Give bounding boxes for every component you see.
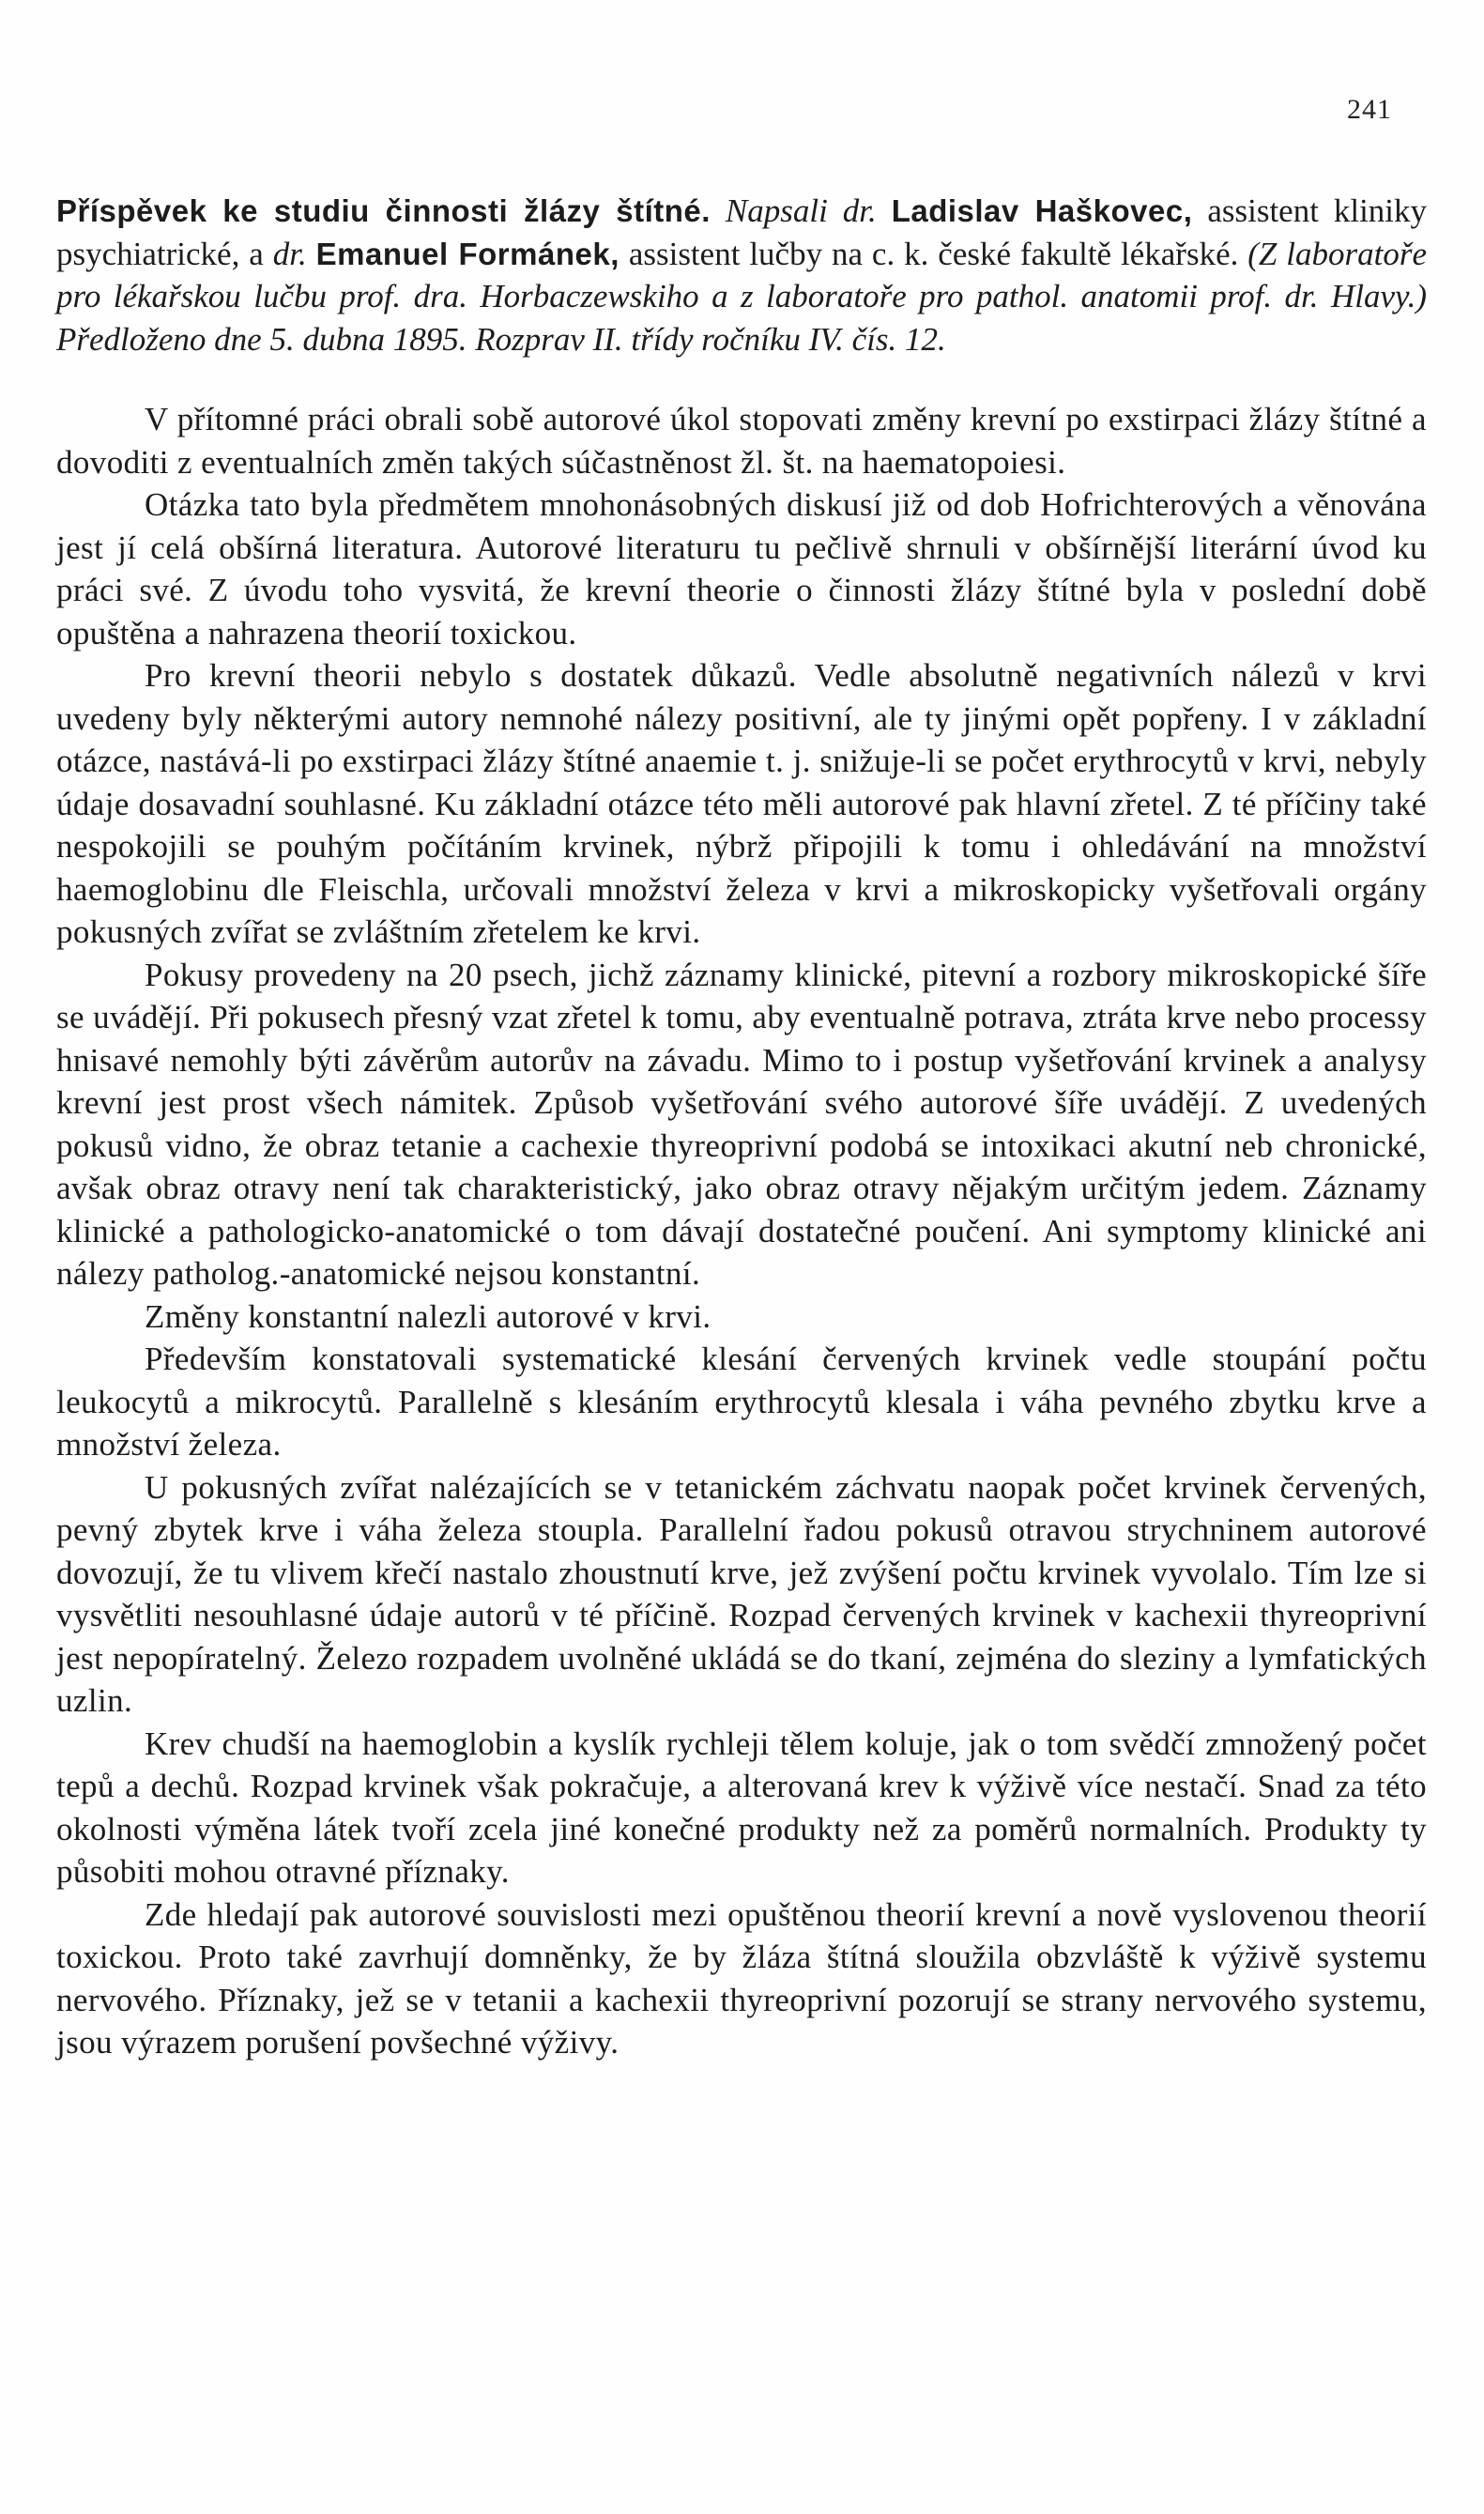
- paragraph: Pro krevní theorii nebylo s dostatek důkazů. Vedle absolutně negativních nálezů v krvi uvedeny byly některými autory nemnohé nálezy positivní, ale ty jinými opět popřeny. I v základní otázce, nastává-li po exstirpaci žlázy štítné anaemie t. j. snižuje-li se počet erythrocytů v krvi, nebyly údaje dosavadní souhlasné. Ku základní otázce této měli autorové pak hlavní zřetel. Z té příčiny také nespokojili se pouhým počítáním krvinek, nýbrž připojili k tomu i ohledávání na množství haemoglobinu dle Fleischla, určovali množství železa v krvi a mikroskopicky vyšetřovali orgány pokusných zvířat se zvláštním zřetelem ke krvi.: [56, 657, 1427, 950]
- authors-label: Napsali: [725, 192, 828, 229]
- author2-degree: dr.: [272, 235, 307, 272]
- author2-role: assistent lučby na c. k. české fakultě lékařské.: [628, 235, 1239, 272]
- paragraph: Pokusy provedeny na 20 psech, jichž záznamy klinické, pitevní a rozbory mikroskopické šíře se uvádějí. Při pokusech přesný vzat zřetel k tomu, aby eventualně potrava, ztráta krve nebo processy hnisavé nemohly býti závěrům autorův na závadu. Mimo to i postup vyšetřování krvinek a analysy krevní jest prost všech námitek. Způsob vyšetřování svého autorové šíře uvádějí. Z uvedených pokusů vidno, že obraz tetanie a cachexie thyreoprivní podobá se intoxikaci akutní neb chronické, avšak obraz otravy není tak charakteristický, jako obraz otravy nějakým určitým jedem. Záznamy klinické a pathologicko-anatomické o tom dávají dostatečné poučení. Ani symptomy klinické ani nálezy patholog.-anatomické nejsou konstantní.: [56, 956, 1427, 1292]
- author1-name: Ladislav Haškovec,: [891, 193, 1193, 228]
- paragraph: Především konstatovali systematické klesání červených krvinek vedle stoupání počtu leukocytů a mikrocytů. Parallelně s klesáním erythrocytů klesala i váha pevného zbytku krve a množství železa.: [56, 1341, 1427, 1463]
- paragraph: Zde hledají pak autorové souvislosti mezi opuštěnou theorií krevní a nově vyslovenou theorií toxickou. Proto také zavrhují domněnky, že by žláza štítná sloužila obzvláště k výživě systemu nervového. Příznaky, jež se v tetanii a kachexii thyreoprivní pozorují se strany nervového systemu, jsou výrazem porušení povšechné výživy.: [56, 1895, 1427, 2061]
- article-title: Příspěvek ke studiu činnosti žlázy štítné.: [56, 193, 711, 228]
- presented-date: Předloženo dne 5. dubna 1895.: [56, 320, 467, 358]
- author1-role: assistent kliniky psychiatrické, a: [56, 192, 1428, 272]
- paragraph: Změny konstantní nalezli autorové v krvi.: [145, 1297, 711, 1335]
- paragraph: Krev chudší na haemoglobin a kyslík rychleji tělem koluje, jak o tom svědčí zmnožený počet tepů a dechů. Rozpad krvinek však pokračuje, a alterovaná krev k výživě více nestačí. Snad za této okolnosti výměna látek tvoří zcela jiné konečné produkty než za poměrů normalních. Produkty ty působiti mohou otravné příznaky.: [56, 1725, 1427, 1890]
- article-origin: (Z laboratoře pro lékařskou lučbu prof. dra. Horbaczewskiho a z laboratoře pro pathol. anatomii prof. dr. Hlavy.): [56, 235, 1428, 314]
- paragraph: V přítomné práci obrali sobě autorové úkol stopovati změny krevní po exstirpaci žlázy štítné a dovoditi z eventualních změn takých súčastněnost žl. št. na haematopoiesi.: [56, 401, 1427, 481]
- article: [56, 190, 1427, 2064]
- author1-degree: dr.: [842, 192, 877, 229]
- article-header: [56, 190, 1427, 360]
- series-reference: Rozprav II. třídy ročníku IV. čís. 12.: [475, 320, 946, 358]
- paragraph: Otázka tato byla předmětem mnohonásobných diskusí již od dob Hofrichterových a věnována jest jí celá obšírná literatura. Autorové literaturu tu pečlivě shrnuli v obšírnější literární úvod ku práci své. Z úvodu toho vysvitá, že krevní theorie o činnosti žlázy štítné byla v poslední době opuštěna a nahrazena theorií toxickou.: [56, 486, 1427, 651]
- page-number: 241: [1347, 94, 1392, 125]
- paragraph: U pokusných zvířat nalézajících se v tetanickém záchvatu naopak počet krvinek červených, pevný zbytek krve i váha železa stoupla. Parallelní řadou pokusů otravou strychninem autorové dovozují, že tu vlivem křečí nastalo zhoustnutí krve, jež zvýšení počtu krvinek vyvolalo. Tím lze si vysvětliti nesouhlasné údaje autorů v té příčině. Rozpad červených krvinek v kachexii thyreoprivní jest nepopíratelný. Železo rozpadem uvolněné ukládá se do tkaní, zejména do sleziny a lymfatických uzlin.: [56, 1468, 1427, 1719]
- author2-name: Emanuel Formánek,: [315, 236, 620, 271]
